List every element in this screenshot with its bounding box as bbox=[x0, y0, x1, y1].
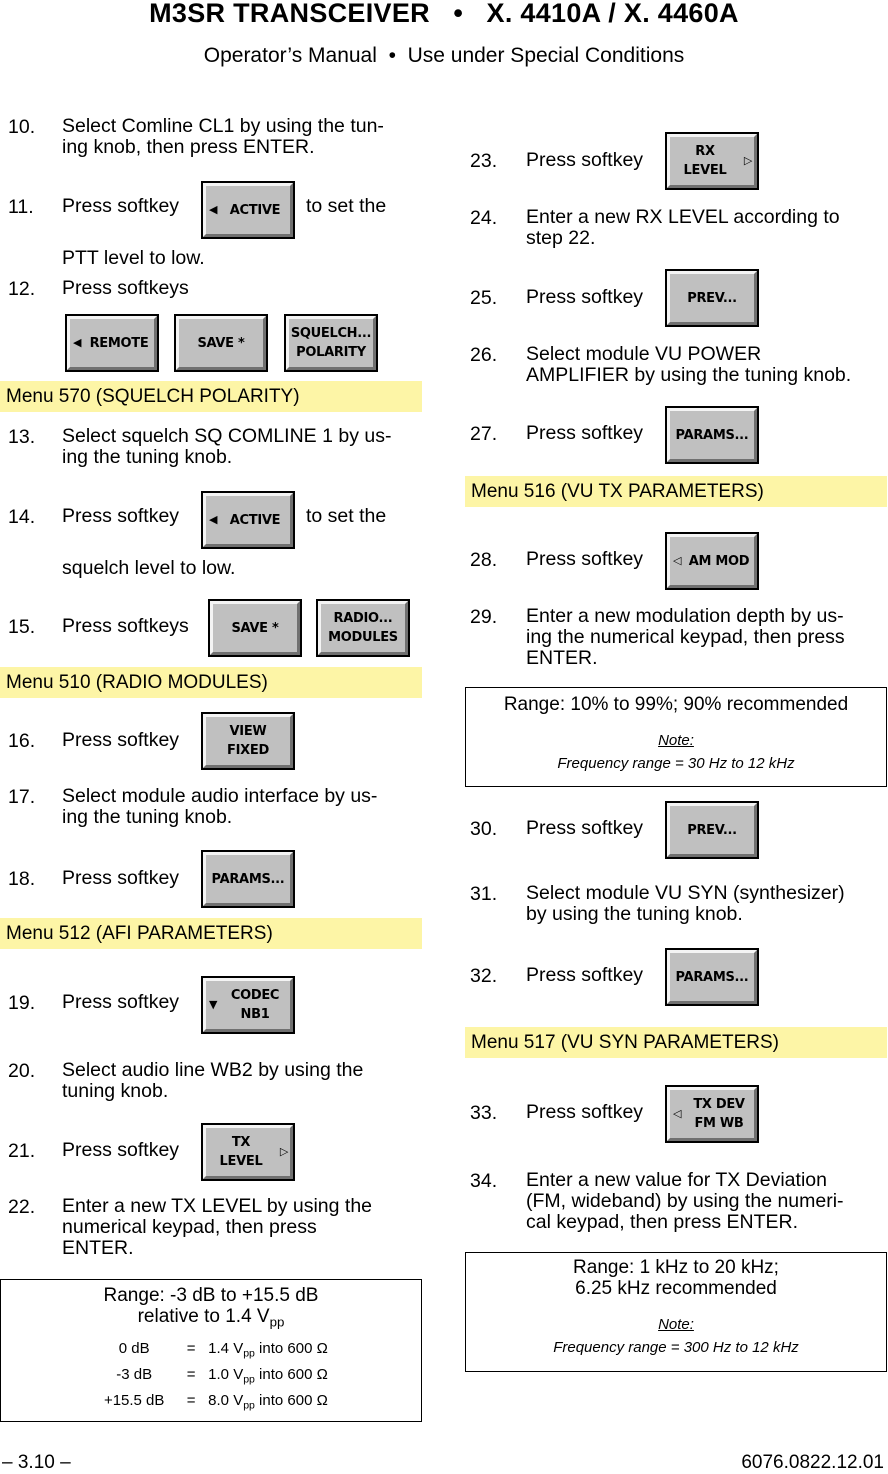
table-cell: +15.5 dB bbox=[103, 1391, 165, 1409]
softkey-label: LEVEL bbox=[219, 1154, 263, 1169]
step-text: squelch level to low. bbox=[62, 557, 236, 579]
softkey-save[interactable] bbox=[174, 314, 268, 372]
step-number: 16. bbox=[8, 730, 36, 752]
softkey-params[interactable] bbox=[665, 948, 759, 1006]
step-number: 11. bbox=[8, 196, 34, 218]
step-line: Enter a new modulation depth by us- bbox=[526, 605, 844, 627]
table-row bbox=[93, 1335, 329, 1361]
table-cell bbox=[207, 1387, 329, 1413]
page-title: M3SR TRANSCEIVER • X. 4410A / X. 4460A bbox=[149, 0, 739, 28]
menu-510-banner: Menu 510 (RADIO MODULES) bbox=[0, 667, 422, 698]
step-text bbox=[62, 1060, 363, 1102]
step-text: Press softkey bbox=[62, 195, 180, 217]
softkey-label: SQUELCH... bbox=[290, 326, 372, 341]
step-number: 21. bbox=[8, 1140, 36, 1162]
step-text: Press softkeys bbox=[62, 615, 189, 637]
step-text bbox=[62, 426, 391, 468]
step-number: 15. bbox=[8, 616, 36, 638]
softkey-label: RX bbox=[695, 144, 715, 159]
cell-text: 1.0 V bbox=[208, 1365, 244, 1383]
step-text bbox=[62, 786, 377, 828]
document-number: 6076.0822.12.01 bbox=[741, 1452, 884, 1473]
left-arrow-icon: ◀ bbox=[209, 513, 218, 526]
softkey-prev[interactable] bbox=[665, 801, 759, 859]
softkey-label: RADIO... bbox=[333, 611, 393, 626]
range-sub: pp bbox=[269, 1314, 285, 1330]
softkey-prev[interactable] bbox=[665, 269, 759, 327]
step-number: 18. bbox=[8, 868, 36, 890]
table-cell: 0 dB bbox=[118, 1339, 150, 1357]
softkey-label: TX DEV bbox=[693, 1097, 745, 1112]
table-cell: = bbox=[186, 1339, 196, 1357]
left-arrow-icon: ◀ bbox=[209, 203, 218, 216]
softkey-remote[interactable] bbox=[65, 314, 159, 372]
softkey-codec-nb1[interactable] bbox=[201, 976, 295, 1034]
step-line: ing the tuning knob. bbox=[62, 446, 233, 468]
step-number: 30. bbox=[470, 818, 498, 840]
step-number: 20. bbox=[8, 1060, 36, 1082]
step-number: 17. bbox=[8, 786, 36, 808]
cell-text: 1.4 V bbox=[208, 1339, 244, 1357]
note-label: Note: bbox=[658, 1316, 694, 1333]
note-label: Note: bbox=[658, 732, 694, 749]
softkey-label: PREV... bbox=[687, 822, 737, 838]
step-number: 31. bbox=[470, 883, 498, 905]
table-row bbox=[93, 1387, 329, 1413]
step-line: Select squelch SQ COMLINE 1 by us- bbox=[62, 425, 392, 447]
softkey-label: REMOTE bbox=[89, 335, 149, 351]
softkey-label: AM MOD bbox=[688, 553, 750, 569]
step-number: 32. bbox=[470, 965, 498, 987]
softkey-active[interactable] bbox=[201, 491, 295, 549]
range-line: Range: 1 kHz to 20 kHz; bbox=[573, 1257, 779, 1278]
softkey-label: MODULES bbox=[328, 630, 398, 645]
softkey-am-mod[interactable] bbox=[665, 532, 759, 590]
softkey-radio-modules[interactable] bbox=[316, 599, 410, 657]
cell-sub: pp bbox=[243, 1399, 255, 1412]
cell-text: 8.0 V bbox=[208, 1391, 244, 1409]
step-line: Select module audio interface by us- bbox=[62, 785, 378, 807]
step-line: tuning knob. bbox=[62, 1080, 169, 1102]
step-text bbox=[526, 344, 851, 386]
step-number: 22. bbox=[8, 1196, 36, 1218]
range-line: Range: 10% to 99%; 90% recommended bbox=[503, 694, 849, 715]
softkey-label: ACTIVE bbox=[229, 202, 281, 218]
softkey-label: PARAMS... bbox=[211, 871, 285, 887]
step-line: AMPLIFIER by using the tuning knob. bbox=[526, 364, 852, 386]
range-modulation-box bbox=[465, 687, 887, 787]
softkey-label: FIXED bbox=[227, 743, 269, 758]
step-line: numerical keypad, then press bbox=[62, 1216, 317, 1238]
step-line: Enter a new RX LEVEL according to bbox=[526, 206, 840, 228]
softkey-label: NB1 bbox=[240, 1007, 270, 1022]
cell-text: into 600 Ω bbox=[254, 1339, 328, 1357]
range-text: relative to 1.4 V bbox=[137, 1306, 270, 1327]
softkey-label: ACTIVE bbox=[229, 512, 281, 528]
step-line: by using the tuning knob. bbox=[526, 903, 743, 925]
step-number: 13. bbox=[8, 426, 36, 448]
note-text: Frequency range = 300 Hz to 12 kHz bbox=[553, 1339, 799, 1356]
right-arrow-icon: ▷ bbox=[279, 1145, 288, 1158]
step-text: Press softkey bbox=[526, 964, 644, 986]
table-cell bbox=[207, 1335, 329, 1361]
step-number: 14. bbox=[8, 506, 36, 528]
softkey-label: FM WB bbox=[694, 1116, 744, 1131]
range-tx-level-box bbox=[0, 1279, 422, 1422]
left-arrow-icon: ◁ bbox=[673, 554, 682, 567]
step-text bbox=[526, 606, 845, 669]
step-text: Press softkey bbox=[62, 1139, 180, 1161]
step-number: 12. bbox=[8, 278, 36, 300]
down-arrow-icon: ▼ bbox=[209, 998, 218, 1011]
step-number: 34. bbox=[470, 1170, 498, 1192]
softkey-squelch-polarity[interactable] bbox=[284, 314, 378, 372]
step-text: Press softkey bbox=[526, 149, 644, 171]
step-line: step 22. bbox=[526, 227, 596, 249]
softkey-label: PARAMS... bbox=[675, 427, 749, 443]
step-text: Press softkey bbox=[62, 505, 180, 527]
softkey-rx-level[interactable] bbox=[665, 132, 759, 190]
step-line: Select Comline CL1 by using the tun- bbox=[62, 115, 384, 137]
step-text: Press softkey bbox=[62, 867, 180, 889]
step-line: Enter a new TX LEVEL by using the bbox=[62, 1195, 373, 1217]
step-text: Press softkey bbox=[526, 422, 644, 444]
step-line: ENTER. bbox=[62, 1237, 134, 1259]
softkey-label: POLARITY bbox=[296, 345, 366, 360]
left-arrow-icon: ◀ bbox=[73, 336, 82, 349]
cell-sub: pp bbox=[243, 1373, 255, 1386]
softkey-label: PARAMS... bbox=[675, 969, 749, 985]
step-text: PTT level to low. bbox=[62, 247, 205, 269]
step-number: 28. bbox=[470, 549, 498, 571]
softkey-active[interactable] bbox=[201, 181, 295, 239]
right-arrow-icon: ▷ bbox=[743, 154, 752, 167]
left-arrow-icon: ◁ bbox=[673, 1107, 682, 1120]
cell-text: into 600 Ω bbox=[254, 1365, 328, 1383]
step-text: Press softkey bbox=[526, 548, 644, 570]
step-number: 25. bbox=[470, 287, 498, 309]
step-text: Press softkey bbox=[526, 1101, 644, 1123]
table-cell bbox=[207, 1361, 329, 1387]
step-line: Select module VU POWER bbox=[526, 343, 762, 365]
step-line: ENTER. bbox=[526, 647, 598, 669]
step-text: Press softkey bbox=[526, 286, 644, 308]
menu-512-banner: Menu 512 (AFI PARAMETERS) bbox=[0, 918, 422, 949]
step-number: 24. bbox=[470, 207, 498, 229]
step-text bbox=[62, 116, 384, 158]
softkey-label: PREV... bbox=[687, 290, 737, 306]
table-cell: -3 dB bbox=[116, 1365, 153, 1383]
softkey-label: VIEW bbox=[229, 724, 267, 739]
table-cell: = bbox=[186, 1365, 196, 1383]
table-cell: = bbox=[186, 1391, 196, 1409]
range-line: Range: -3 dB to +15.5 dB bbox=[103, 1285, 319, 1306]
range-deviation-box bbox=[465, 1252, 887, 1372]
step-line: Enter a new value for TX Deviation bbox=[526, 1169, 827, 1191]
note-text: Frequency range = 30 Hz to 12 kHz bbox=[557, 755, 795, 772]
range-line bbox=[1, 1306, 421, 1330]
step-text: to set the bbox=[306, 505, 387, 527]
softkey-params[interactable] bbox=[201, 850, 295, 908]
softkey-tx-dev-fm-wb[interactable] bbox=[665, 1085, 759, 1143]
softkey-label: SAVE * bbox=[197, 335, 245, 351]
step-number: 19. bbox=[8, 992, 36, 1014]
step-text bbox=[526, 207, 840, 249]
range-line: 6.25 kHz recommended bbox=[575, 1278, 777, 1299]
step-number: 27. bbox=[470, 423, 498, 445]
step-line: ing knob, then press ENTER. bbox=[62, 136, 315, 158]
softkey-save[interactable] bbox=[208, 599, 302, 657]
softkey-label: LEVEL bbox=[683, 163, 727, 178]
softkey-label: SAVE * bbox=[231, 620, 279, 636]
softkey-tx-level[interactable] bbox=[201, 1123, 295, 1181]
page-number: – 3.10 – bbox=[2, 1452, 71, 1473]
step-number: 29. bbox=[470, 606, 498, 628]
step-number: 23. bbox=[470, 150, 498, 172]
step-text: Press softkey bbox=[62, 991, 180, 1013]
menu-516-banner: Menu 516 (VU TX PARAMETERS) bbox=[465, 476, 887, 507]
cell-text: into 600 Ω bbox=[254, 1391, 328, 1409]
step-text: to set the bbox=[306, 195, 387, 217]
table-row bbox=[93, 1361, 329, 1387]
step-text: Press softkey bbox=[526, 817, 644, 839]
step-number: 33. bbox=[470, 1102, 498, 1124]
menu-517-banner: Menu 517 (VU SYN PARAMETERS) bbox=[465, 1027, 887, 1058]
step-text: Press softkeys bbox=[62, 277, 189, 299]
softkey-label: CODEC bbox=[230, 988, 280, 1003]
menu-570-banner: Menu 570 (SQUELCH POLARITY) bbox=[0, 381, 422, 412]
step-number: 10. bbox=[8, 116, 36, 138]
step-line: (FM, wideband) by using the numeri- bbox=[526, 1190, 844, 1212]
step-line: Select audio line WB2 by using the bbox=[62, 1059, 364, 1081]
step-text bbox=[526, 883, 845, 925]
step-line: cal keypad, then press ENTER. bbox=[526, 1211, 799, 1233]
page-subtitle: Operator’s Manual • Use under Special Conditions bbox=[203, 44, 685, 67]
voltage-table bbox=[93, 1335, 329, 1413]
softkey-params[interactable] bbox=[665, 406, 759, 464]
step-line: ing the tuning knob. bbox=[62, 806, 233, 828]
step-text bbox=[526, 1170, 844, 1233]
step-text: Press softkey bbox=[62, 729, 180, 751]
softkey-label: TX bbox=[231, 1135, 251, 1150]
step-text bbox=[62, 1196, 372, 1259]
step-number: 26. bbox=[470, 344, 498, 366]
step-line: Select module VU SYN (synthesizer) bbox=[526, 882, 845, 904]
step-line: ing the numerical keypad, then press bbox=[526, 626, 845, 648]
softkey-view-fixed[interactable] bbox=[201, 712, 295, 770]
cell-sub: pp bbox=[243, 1347, 255, 1360]
